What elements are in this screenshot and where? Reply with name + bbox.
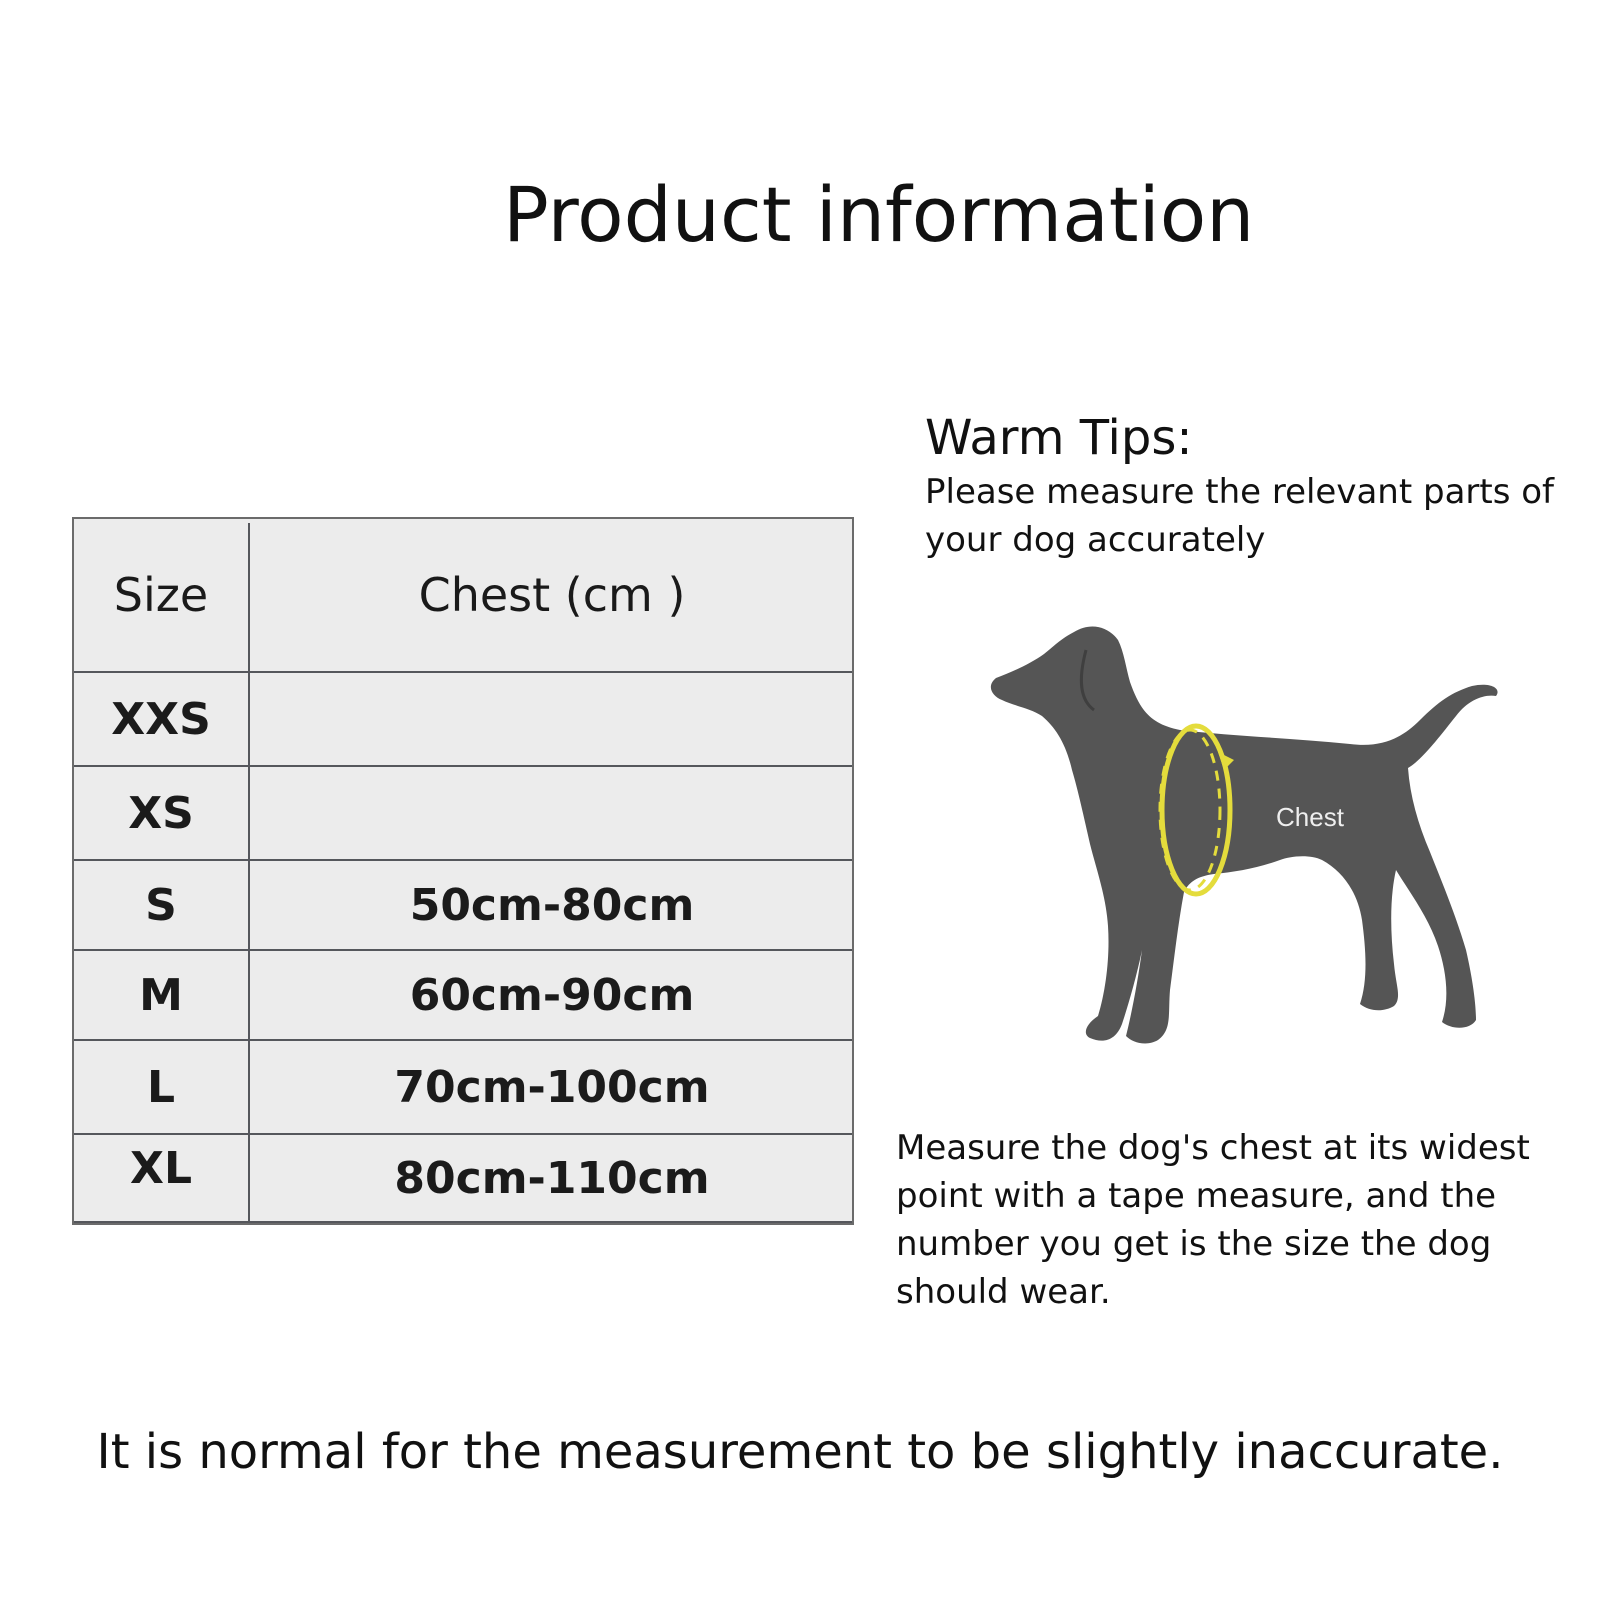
measurement-instruction: Measure the dog's chest at its widest point with a tape measure, and the number you get is the size the dog should wear. [896, 1128, 1530, 1312]
warm-tips-heading: Warm Tips: [925, 410, 1193, 466]
table-row [74, 1135, 852, 1223]
dog-silhouette [991, 626, 1498, 1043]
table-header-row [74, 519, 852, 673]
page-title [50, 170, 1600, 260]
chest-cell: 60cm-90cm [409, 969, 695, 1021]
warm-tips-text: Please measure the relevant parts of your dog accurately [925, 472, 1555, 560]
chest-cell: 70cm-100cm [394, 1061, 710, 1113]
dog-chest-measurement-illustration [990, 620, 1550, 1070]
table-row [74, 673, 852, 767]
column-divider [248, 523, 250, 1223]
chest-cell: 80cm-110cm [394, 1152, 710, 1204]
accuracy-disclaimer: It is normal for the measurement to be slightly inaccurate. [96, 1424, 1504, 1480]
chest-cell [250, 767, 854, 859]
chest-label: Chest [1276, 802, 1344, 832]
table-row [74, 951, 852, 1041]
page-title-text: Product information [503, 170, 1255, 259]
size-cell: S [145, 879, 177, 931]
table-row [74, 861, 852, 951]
chest-cell [250, 673, 854, 765]
size-cell: XL [130, 1143, 192, 1194]
chest-column-header: Chest (cm ) [418, 568, 686, 622]
size-chart-table [72, 517, 854, 1225]
size-cell: M [139, 969, 183, 1021]
size-cell: XS [128, 787, 194, 839]
table-row [74, 767, 852, 861]
size-cell: XXS [111, 693, 211, 745]
table-row [74, 1041, 852, 1135]
size-column-header: Size [113, 568, 209, 622]
size-cell: L [146, 1061, 176, 1113]
chest-cell: 50cm-80cm [409, 879, 695, 931]
